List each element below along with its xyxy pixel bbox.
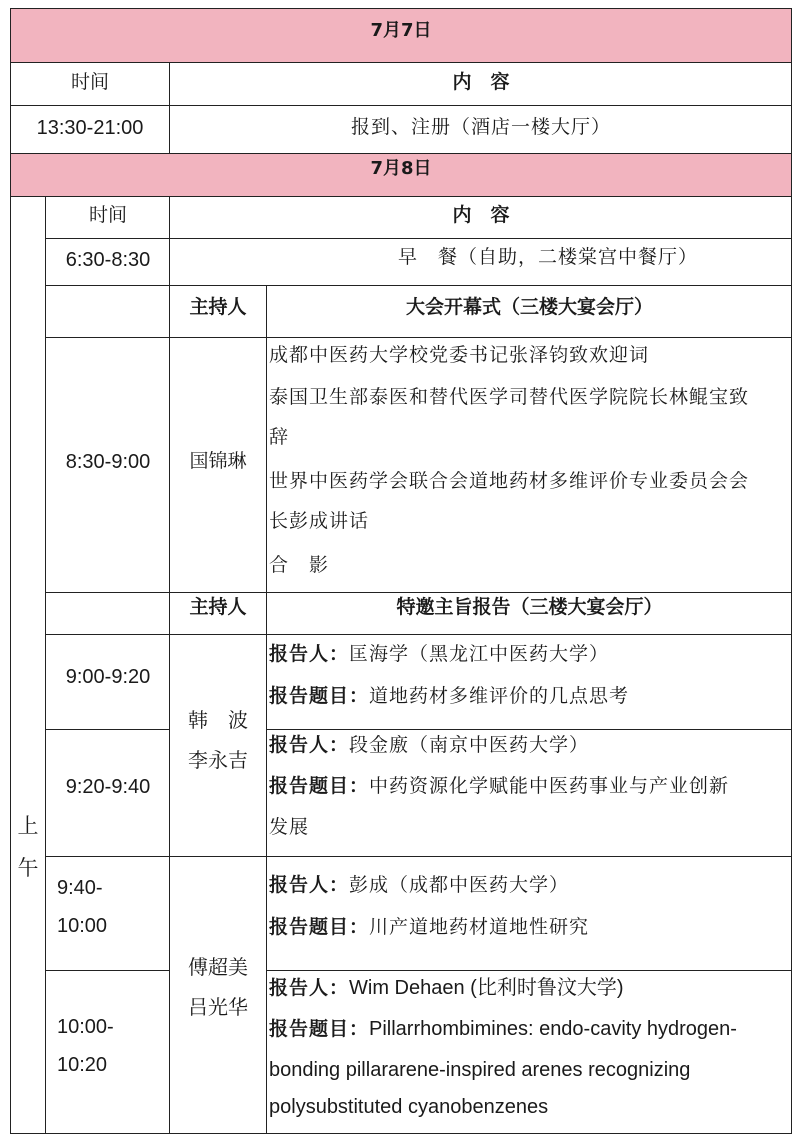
opening-host: 国锦琳 <box>189 450 247 472</box>
speaker-label: 报告人： <box>269 977 350 999</box>
talk4-time-cont: 10:20 <box>57 1054 108 1076</box>
opening-item: 辞 <box>269 426 290 448</box>
speaker-label: 报告人： <box>269 734 350 756</box>
rule <box>10 153 792 154</box>
rule <box>45 592 792 593</box>
breakfast-time: 6:30-8:30 <box>65 249 151 271</box>
talk4-topic-cont: polysubstituted cyanobenzenes <box>269 1096 549 1118</box>
period-label-bottom: 午 <box>17 856 39 880</box>
talk4-time: 10:00- <box>57 1016 114 1038</box>
opening-item: 长彭成讲话 <box>269 510 370 532</box>
speaker-name: 彭成（成都中医药大学） <box>349 874 570 896</box>
topic-label: 报告题目： <box>269 1018 370 1040</box>
talk3-time: 9:40- <box>57 877 103 899</box>
keynote-title: 特邀主旨报告（三楼大宴会厅） <box>396 596 663 618</box>
topic-text: 道地药材多维评价的几点思考 <box>369 685 630 707</box>
rule <box>266 729 792 730</box>
keynote-host-label: 主持人 <box>189 596 247 618</box>
rule <box>10 1133 792 1134</box>
talk2-speaker <box>269 736 589 755</box>
opening-item: 成都中医药大学校党委书记张泽钧致欢迎词 <box>269 344 650 366</box>
day2-header-content: 内 容 <box>452 204 510 226</box>
opening-item: 泰国卫生部泰医和替代医学司替代医学院院长林鲲宝致 <box>269 386 750 408</box>
breakfast-content: 早 餐（自助，二楼棠宫中餐厅） <box>398 246 699 268</box>
rule <box>45 970 170 971</box>
topic-text: 川产道地药材道地性研究 <box>369 916 590 938</box>
registration-time: 13:30-21:00 <box>36 117 144 139</box>
rule <box>10 62 792 63</box>
day1-header-content: 内 容 <box>452 71 510 93</box>
opening-item: 合 影 <box>269 554 330 576</box>
day1-date: 7月7日 <box>370 20 432 41</box>
topic-text: Pillarrhombimines: endo-cavity hydrogen- <box>369 1018 737 1040</box>
topic-text: 中药资源化学赋能中医药事业与产业创新 <box>369 775 730 797</box>
rule <box>169 196 170 1134</box>
talk1-speaker <box>269 645 609 664</box>
opening-title: 大会开幕式（三楼大宴会厅） <box>405 296 653 318</box>
day1-header-time: 时间 <box>70 71 109 93</box>
talk1-time: 9:00-9:20 <box>65 666 151 688</box>
opening-item: 世界中医药学会联合会道地药材多维评价专业委员会会 <box>269 470 750 492</box>
rule <box>10 8 792 9</box>
topic-label: 报告题目： <box>269 916 370 938</box>
day2-date: 7月8日 <box>370 158 432 179</box>
day2-header-time: 时间 <box>88 204 127 226</box>
group2-host: 吕光华 <box>188 995 248 1019</box>
rule <box>45 634 792 635</box>
talk1-topic <box>269 687 629 706</box>
rule <box>266 970 792 971</box>
speaker-name: 匡海学（黑龙江中医药大学） <box>349 643 610 665</box>
talk2-topic-cont: 发展 <box>269 816 310 838</box>
rule <box>266 285 267 1134</box>
talk2-topic <box>269 777 729 796</box>
talk4-topic-cont: bonding pillararene-inspired arenes recognizing <box>269 1059 691 1081</box>
speaker-label: 报告人： <box>269 643 350 665</box>
rule <box>45 285 792 286</box>
topic-label: 报告题目： <box>269 685 370 707</box>
talk3-speaker <box>269 876 569 895</box>
opening-host-label: 主持人 <box>189 296 247 318</box>
rule <box>10 105 792 106</box>
period-label-top: 上 <box>17 814 39 838</box>
rule <box>45 238 792 239</box>
talk4-topic <box>269 1019 737 1039</box>
rule <box>45 337 792 338</box>
speaker-label: 报告人： <box>269 874 350 896</box>
rule <box>45 729 170 730</box>
group2-host: 傅超美 <box>188 955 248 979</box>
rule <box>10 196 792 197</box>
rule <box>45 856 792 857</box>
speaker-name: Wim Dehaen (比利时鲁汶大学) <box>349 977 624 999</box>
rule <box>45 196 46 1134</box>
group1-host: 李永吉 <box>188 748 248 772</box>
topic-label: 报告题目： <box>269 775 370 797</box>
talk2-time: 9:20-9:40 <box>65 776 151 798</box>
opening-time: 8:30-9:00 <box>65 451 151 473</box>
speaker-name: 段金廒（南京中医药大学） <box>349 734 590 756</box>
registration-content: 报到、注册（酒店一楼大厅） <box>350 116 611 138</box>
talk4-speaker <box>269 978 624 998</box>
talk3-time-cont: 10:00 <box>57 915 108 937</box>
talk3-topic <box>269 918 589 937</box>
group1-host: 韩 波 <box>188 708 248 732</box>
